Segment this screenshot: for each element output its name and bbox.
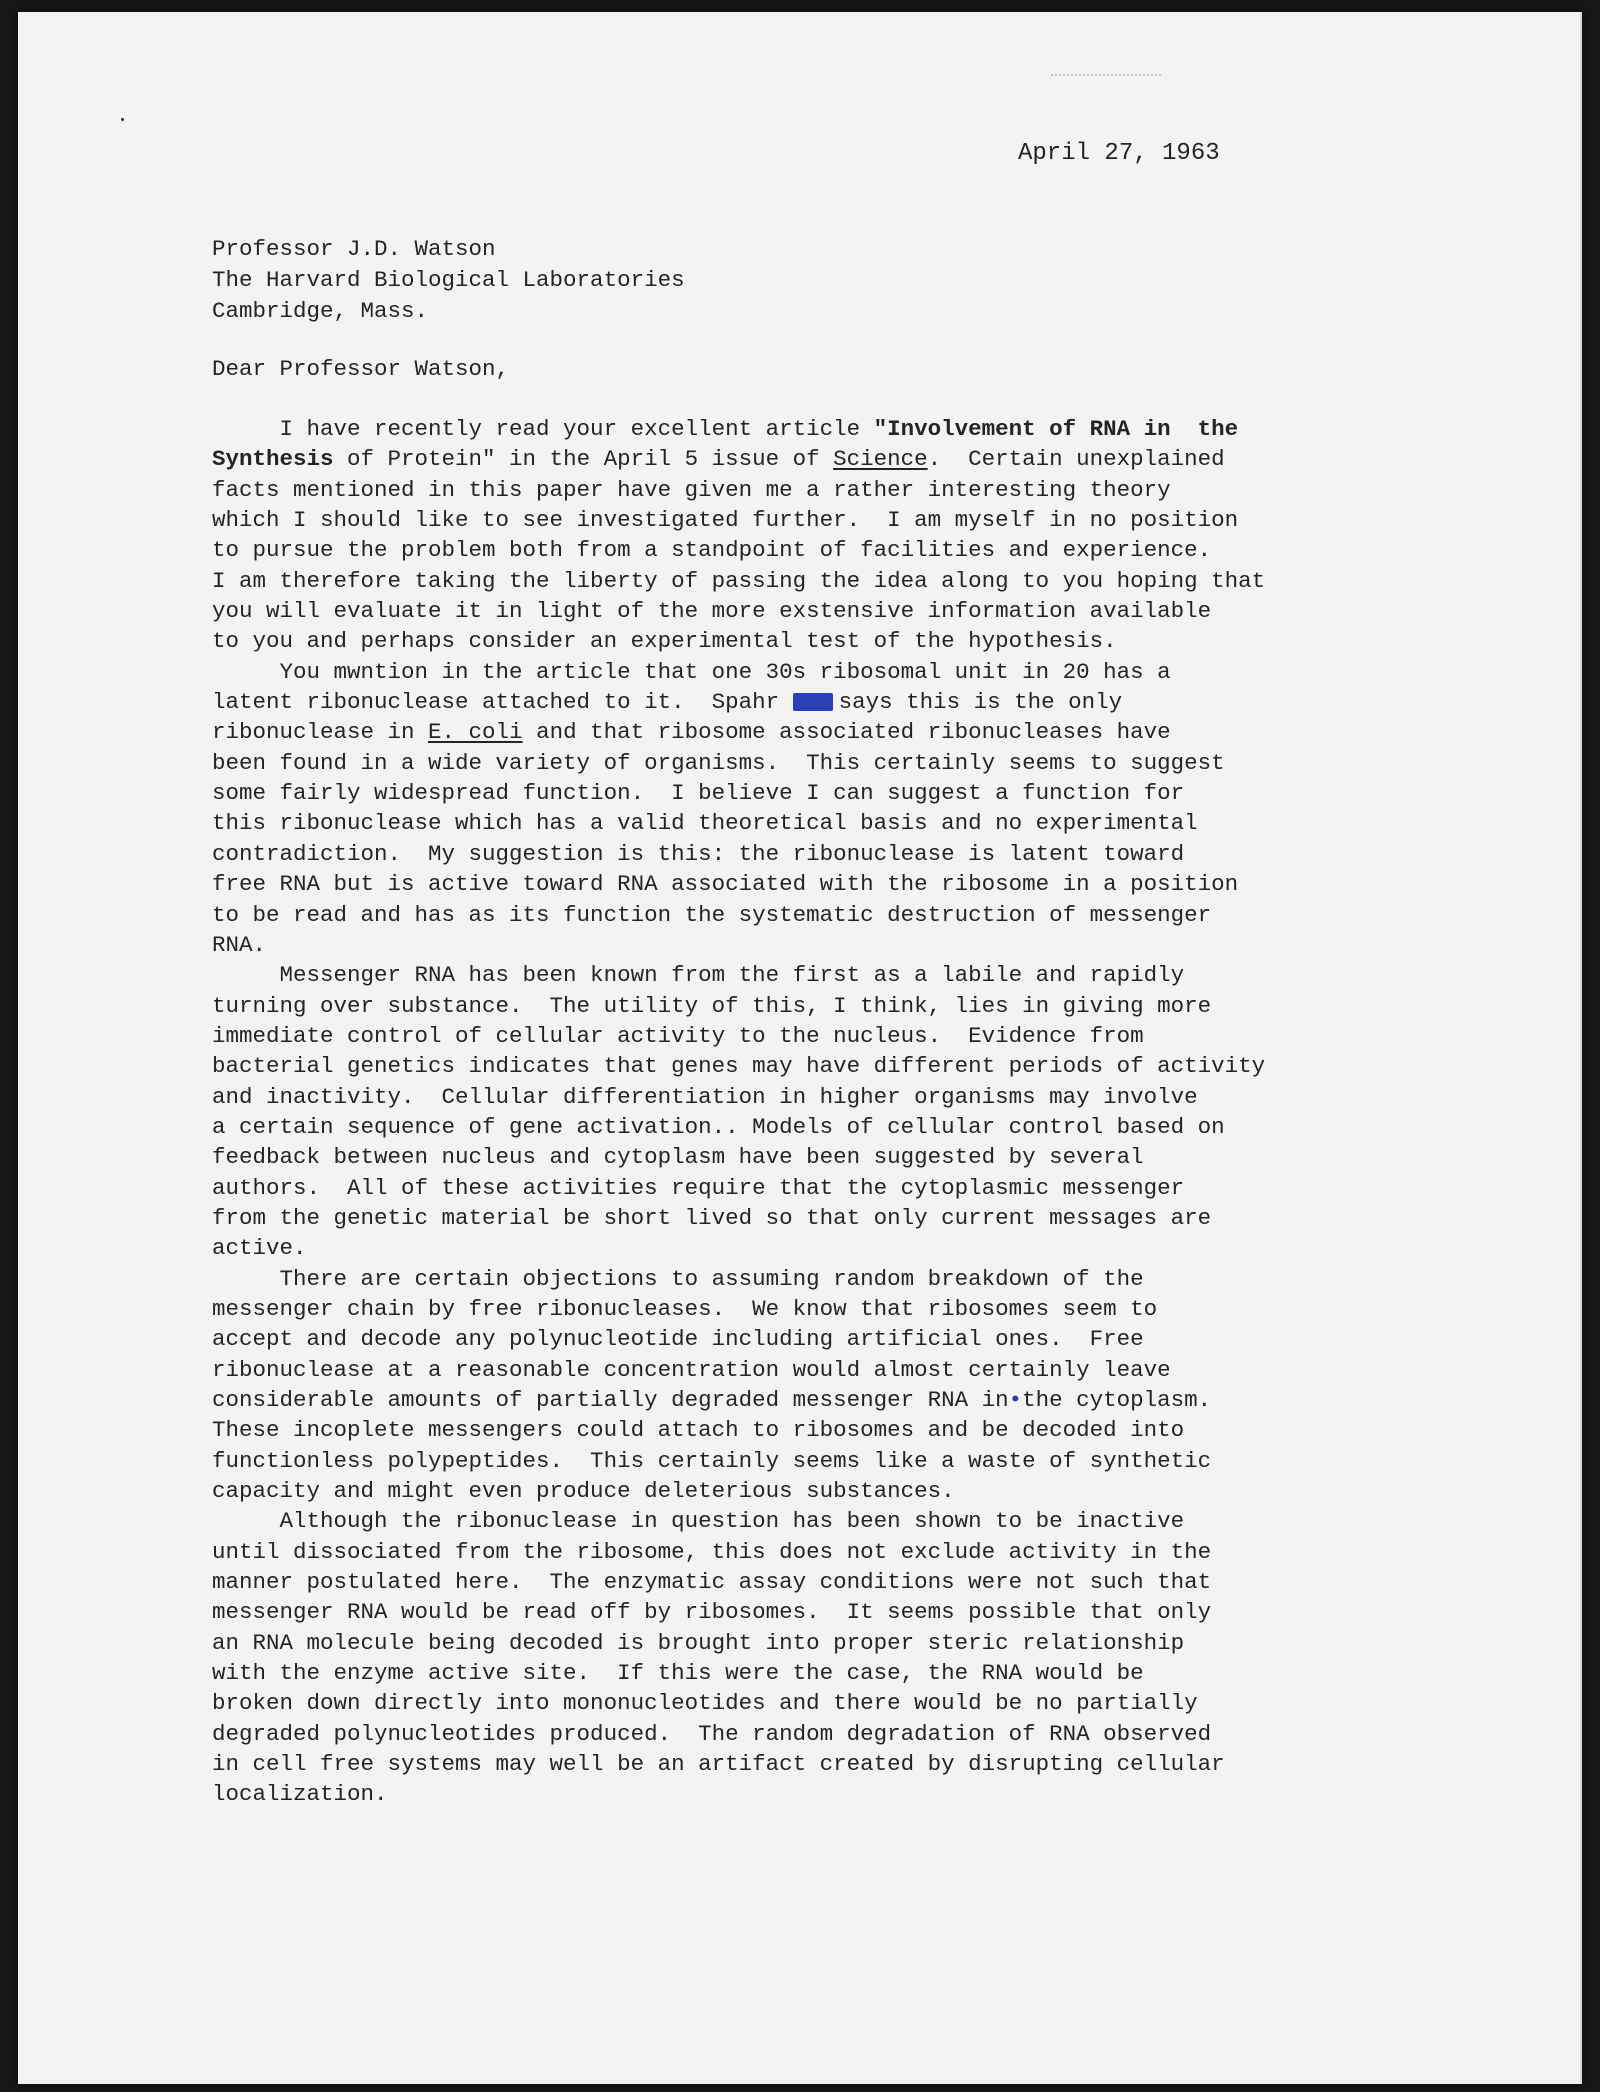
body-line	[212, 566, 1265, 596]
letter-body	[212, 414, 1265, 1810]
line-pre: manner postulated here. The enzymatic assay conditions were not such that	[212, 1569, 1212, 1596]
body-line	[212, 1112, 1265, 1142]
body-line	[212, 808, 1265, 838]
body-line	[212, 1051, 1265, 1081]
line-pre: localization.	[212, 1781, 388, 1808]
body-line	[212, 869, 1265, 899]
body-line	[212, 1264, 1265, 1294]
body-line	[212, 1233, 1265, 1263]
line-pre: These incoplete messengers could attach to ribosomes and be decoded into	[212, 1417, 1185, 1444]
body-line	[212, 1021, 1265, 1051]
line-pre: in cell free systems may well be an artifact created by disrupting cellular	[212, 1751, 1225, 1778]
line-pre: facts mentioned in this paper have given me a rather interesting theory	[212, 476, 1171, 503]
line-pre: a certain sequence of gene activation.. Models of cellular control based on	[212, 1113, 1225, 1140]
line-pre: functionless polypeptides. This certainly seems like a waste of synthetic	[212, 1447, 1212, 1474]
line-post: says this is the only	[838, 689, 1123, 716]
body-line	[212, 930, 1265, 960]
body-line	[212, 535, 1265, 565]
body-line	[212, 1628, 1265, 1658]
line-pre: contradiction. My suggestion is this: the ribonuclease is latent toward	[212, 840, 1185, 867]
body-line	[212, 748, 1265, 778]
line-post: the cytoplasm.	[1022, 1387, 1212, 1413]
line-pre: considerable amounts of partially degraded messenger RNA in	[212, 1387, 1009, 1413]
line-pre: until dissociated from the ribosome, this does not exclude activity in the	[212, 1538, 1212, 1565]
line-pre: immediate control of cellular activity to the nucleus. Evidence from	[212, 1022, 1144, 1049]
line-pre: ribonuclease in	[212, 719, 429, 746]
blue-ink-blot	[793, 693, 833, 711]
line-post: . Certain unexplained	[927, 446, 1225, 473]
salutation: Dear Professor Watson,	[212, 356, 510, 382]
line-pre: been found in a wide variety of organisms. This certainly seems to suggest	[212, 749, 1225, 776]
body-line	[212, 1688, 1265, 1718]
body-line	[212, 1415, 1265, 1445]
line-bold: "Involvement of RNA in the	[873, 416, 1239, 442]
body-line	[212, 1597, 1265, 1627]
line-pre: active.	[212, 1235, 307, 1262]
line-pre: accept and decode any polynucleotide including artificial ones. Free	[212, 1326, 1144, 1353]
line-pre: which I should like to see investigated further. I am myself in no position	[212, 507, 1239, 534]
faint-marking	[1051, 74, 1161, 86]
line-pre: messenger chain by free ribonucleases. We know that ribosomes seem to	[212, 1295, 1158, 1322]
line-pre: degraded polynucleotides produced. The random degradation of RNA observed	[212, 1720, 1212, 1747]
line-pre: I have recently read your excellent article	[212, 416, 874, 442]
body-line	[212, 475, 1265, 505]
body-line	[212, 596, 1265, 626]
line-pre: Although the ribonuclease in question has been shown to be inactive	[212, 1508, 1185, 1535]
line-pre: I am therefore taking the liberty of passing the idea along to you hoping that	[212, 567, 1266, 594]
line-blue: •	[1008, 1387, 1023, 1413]
body-line	[212, 444, 1265, 474]
line-u: Science	[833, 446, 928, 473]
body-line	[212, 1324, 1265, 1354]
line-pre: to pursue the problem both from a standpoint of facilities and experience.	[212, 537, 1212, 564]
line-pre: There are certain objections to assuming random breakdown of the	[212, 1265, 1144, 1292]
body-line	[212, 1294, 1265, 1324]
line-pre: authors. All of these activities require that the cytoplasmic messenger	[212, 1174, 1185, 1201]
paper-edge	[1580, 12, 1582, 2084]
line-pre: an RNA molecule being decoded is brought into proper steric relationship	[212, 1629, 1185, 1656]
line-pre: to be read and has as its function the systematic destruction of messenger	[212, 901, 1212, 928]
recipient-name: Professor J.D. Watson	[212, 236, 496, 262]
body-line	[212, 1082, 1265, 1112]
body-line	[212, 1719, 1265, 1749]
body-line	[212, 1142, 1265, 1172]
body-line	[212, 1537, 1265, 1567]
body-line	[212, 1779, 1265, 1809]
line-pre: and inactivity. Cellular differentiation in higher organisms may involve	[212, 1083, 1198, 1110]
body-line	[212, 1203, 1265, 1233]
letter-page	[18, 12, 1582, 2084]
line-pre: Messenger RNA has been known from the first as a labile and rapidly	[212, 962, 1185, 989]
body-line	[212, 778, 1265, 808]
line-pre: bacterial genetics indicates that genes may have different periods of activity	[212, 1053, 1266, 1080]
line-pre: from the genetic material be short lived so that only current messages are	[212, 1204, 1212, 1231]
body-line	[212, 1567, 1265, 1597]
recipient-address	[212, 234, 685, 327]
line-pre: you will evaluate it in light of the more exstensive information available	[212, 598, 1212, 625]
line-pre: with the enzyme active site. If this were the case, the RNA would be	[212, 1660, 1144, 1687]
body-line	[212, 960, 1265, 990]
line-post: and that ribosome associated ribonucleases have	[522, 719, 1171, 746]
line-pre: to you and perhaps consider an experimental test of the hypothesis.	[212, 628, 1117, 655]
body-line	[212, 1658, 1265, 1688]
body-line	[212, 505, 1265, 535]
body-line	[212, 1355, 1265, 1385]
body-line	[212, 839, 1265, 869]
recipient-city: Cambridge, Mass.	[212, 298, 429, 324]
body-line	[212, 1385, 1265, 1415]
line-pre: some fairly widespread function. I believe I can suggest a function for	[212, 780, 1185, 807]
body-line	[212, 1506, 1265, 1536]
ink-speck	[121, 118, 124, 121]
letter-date: April 27, 1963	[1018, 140, 1220, 167]
line-bold: Synthesis	[212, 446, 334, 473]
body-line	[212, 626, 1265, 656]
body-line	[212, 991, 1265, 1021]
line-pre: turning over substance. The utility of this, I think, lies in giving more	[212, 992, 1212, 1019]
line-pre: of Protein" in the April 5 issue of	[333, 446, 834, 473]
line-pre: RNA.	[212, 931, 267, 958]
body-line	[212, 1446, 1265, 1476]
body-line	[212, 1173, 1265, 1203]
body-line	[212, 900, 1265, 930]
line-pre: this ribonuclease which has a valid theoretical basis and no experimental	[212, 810, 1198, 837]
body-line	[212, 717, 1265, 747]
body-line	[212, 1749, 1265, 1779]
body-line	[212, 657, 1265, 687]
body-line	[212, 414, 1265, 444]
line-pre: feedback between nucleus and cytoplasm have been suggested by several	[212, 1144, 1144, 1171]
recipient-institution: The Harvard Biological Laboratories	[212, 267, 685, 293]
line-pre: ribonuclease at a reasonable concentration would almost certainly leave	[212, 1356, 1171, 1383]
line-pre: capacity and might even produce deleterious substances.	[212, 1478, 955, 1505]
line-pre: messenger RNA would be read off by ribosomes. It seems possible that only	[212, 1599, 1212, 1626]
body-line	[212, 687, 1265, 717]
body-line	[212, 1476, 1265, 1506]
line-pre: free RNA but is active toward RNA associated with the ribosome in a position	[212, 871, 1239, 898]
line-pre: You mwntion in the article that one 30s ribosomal unit in 20 has a	[212, 658, 1171, 685]
line-u: E. coli	[428, 719, 523, 746]
line-pre: broken down directly into mononucleotides and there would be no partially	[212, 1690, 1198, 1717]
line-pre: latent ribonuclease attached to it. Spahr	[212, 689, 793, 716]
